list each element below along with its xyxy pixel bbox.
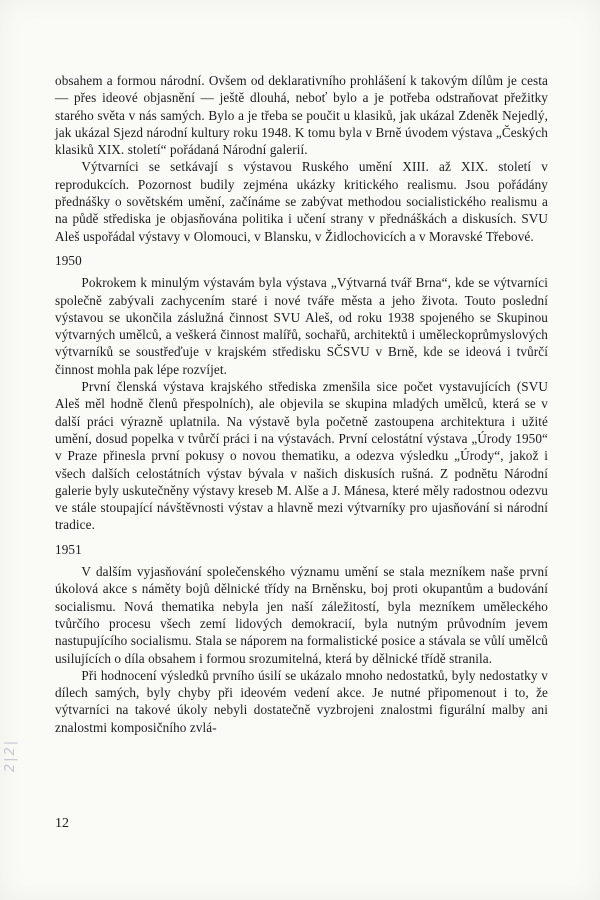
paragraph: V dalším vyjasňování společenského významu umění se stala mezníkem naše první úkolová akce s náměty bojů dělnické třídy na Brněnsku, boj proti okupantům a budování socialismu. Nová thematika nebyla jen naší záležitostí, byla mezníkem uměleckého tvůrčího procesu všech zemí lidových demokracií, byla nutným průvodním jevem nastupujícího socialismu. Stala se náporem na formalistické posice a stávala se vůlí umělců usilujících o díla obsahem i formou srozumitelná, která by dělnické třídě stranila. <box>55 564 548 666</box>
year-heading-1950: 1950 <box>55 252 82 268</box>
page-number: 12 <box>55 816 69 831</box>
paragraph: Pokrokem k minulým výstavám byla výstava „Výtvarná tvář Brna“, kde se výtvarníci společně zabývali zachycením staré i nové tváře města a jeho života. Touto poslední výstavou se ukončila záslužná činnost SVU Aleš, od roku 1938 spojeného se Skupinou výtvarných umělců, a veškerá činnost malířů, sochařů, architektů i uměleckoprůmyslových výtvarníků se soustřeďuje v krajském středisku SČSVU v Brně, kde se ideová i tvůrčí činnost mohla pak lépe rozvíjet. <box>55 275 548 377</box>
paragraph: První členská výstava krajského střediska zmenšila sice počet vystavujících (SVU Aleš měl hodně členů přespolních), ale objevila se skupina mladých umělců, která se v další práci výrazně uplatnila. Na výstavě byla početně zastoupena architektura i užité umění, dosud popelka v tvůrčí práci i na výstavách. První celostátní výstava „Úrody 1950“ v Praze přinesla první pokusy o novou thematiku, a odezva výsledku „Úrody“, jakož i všech dalších celostátních výstav bývala v našich diskusích rušná. Z podnětu Národní galerie byly uskutečněny výstavy kreseb M. Alše a J. Mánesa, které měly radostnou odezvu ve stále stoupající návštěvnosti výstav a hlavně mezi výtvarníky pro ujasňování si národní tradice. <box>55 379 548 533</box>
margin-handwriting: 2|2| <box>3 738 19 773</box>
year-heading-1951: 1951 <box>55 541 82 557</box>
paragraph: Při hodnocení výsledků prvního úsilí se ukázalo mnoho nedostatků, byly nedostatky v dílech samých, byly chyby při ideovém vedení akce. Je nutné připomenout i to, že výtvarníci na takové úkoly nebyli dostatečně vyzbrojeni znalostmi figurální malby ani znalostmi komposičního zvlá- <box>55 667 548 735</box>
paragraph-continuation: obsahem a formou národní. Ovšem od deklarativního prohlášení k takovým dílům je cesta — přes ideové objasnění — ještě dlouhá, neboť bylo a je potřeba odstraňovat přežitky starého světa v nás samých. Bylo a je třeba se poučit u klasiků, jak ukázal Zdeněk Nejedlý, jak ukázal Sjezd národní kultury roku 1948. K tomu byla v Brně úvodem výstava „Českých klasiků XIX. století“ pořádaná Národní galerií. <box>55 73 548 158</box>
paragraph: Výtvarníci se setkávají s výstavou Ruského umění XIII. až XIX. století v reprodukcích. Pozornost budily zejména ukázky kritického realismu. Jsou pořádány přednášky o sovětském umění, začínáme se zabývat methodou socialistického realismu a na půdě střediska je objasňována politika i učení strany v přednáškách a diskusích. SVU Aleš uspořádal výstavy v Olomouci, v Blansku, v Židlochovicích a v Moravské Třebové. <box>55 159 548 244</box>
page-text-block <box>55 72 548 736</box>
